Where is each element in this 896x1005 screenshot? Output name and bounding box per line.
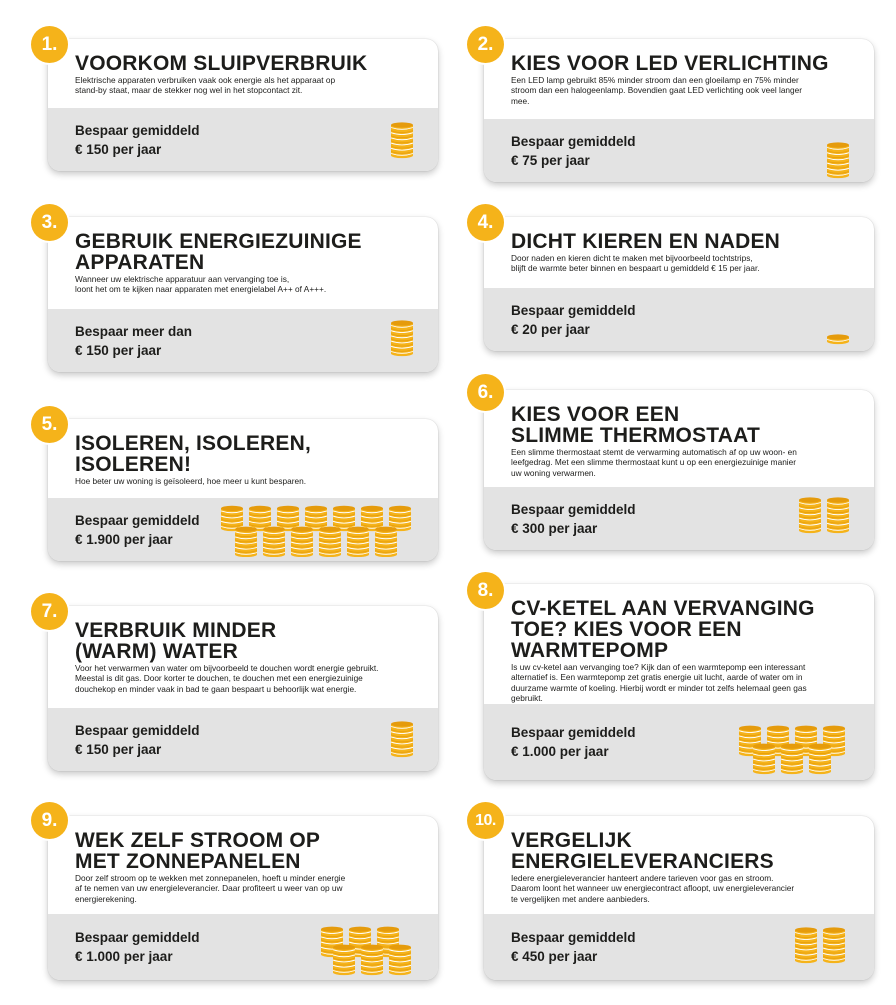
- tip-description: Is uw cv-ketel aan vervanging toe? Kijk dan of een warmtepomp een interessant alternatief is. Een warmtepomp zet gratis energie uit lucht, aarde of water om in duurzame warmte of koeling. Hierbij wordt er minder tot zelfs helemaal geen gas gebruikt.: [511, 662, 807, 704]
- coin-stack-icon: [376, 319, 416, 359]
- tip-description: Wanneer uw elektrische apparatuur aan vervanging toe is, loont het om te kijken naar apparaten met energielabel A++ of A+++.: [75, 274, 327, 295]
- savings-amount: € 150 per jaar: [75, 342, 162, 358]
- tip-card-7: [48, 606, 438, 771]
- savings-label: Bespaar gemiddeld: [511, 302, 636, 318]
- savings-label: Bespaar gemiddeld: [75, 930, 200, 945]
- tip-title: VERBRUIK MINDER (WARM) WATER: [75, 619, 277, 663]
- tip-title: GEBRUIK ENERGIEZUINIGE APPARATEN: [75, 230, 362, 274]
- tip-description: Een LED lamp gebruikt 85% minder stroom dan een gloeilamp en 75% minder stroom dan een halogeenlamp. Bovendien gaat LED verlichting ook veel langer mee.: [511, 75, 803, 106]
- tip-number-badge: 1.: [31, 26, 68, 63]
- tip-card-5: [48, 419, 438, 561]
- savings-band: [484, 704, 874, 780]
- coin-stack-icon: [736, 709, 856, 775]
- tip-card-4: [484, 217, 874, 351]
- tip-card-6: [484, 390, 874, 550]
- tip-number-badge: 10.: [467, 802, 504, 839]
- savings-label: Bespaar gemiddeld: [75, 722, 200, 738]
- tip-title: DICHT KIEREN EN NADEN: [511, 230, 781, 253]
- savings-label: Bespaar gemiddeld: [75, 512, 200, 528]
- savings-label: Bespaar meer dan: [75, 323, 193, 339]
- coin-stack-icon: [218, 502, 418, 557]
- tip-card-2: [484, 39, 874, 182]
- tip-title: KIES VOOR EEN SLIMME THERMOSTAAT: [511, 403, 760, 447]
- tip-number-badge: 7.: [31, 593, 68, 630]
- savings-band: [48, 708, 438, 771]
- tip-card-9: [48, 816, 438, 980]
- savings-amount: € 1.000 per jaar: [75, 949, 173, 964]
- tip-title: KIES VOOR LED VERLICHTING: [511, 52, 829, 75]
- tip-description: Door naden en kieren dicht te maken met bijvoorbeeld tochtstrips, blijft de warmte beter binnen en bespaart u gemiddeld € 15 per jaar.: [511, 253, 760, 274]
- savings-amount: € 150 per jaar: [75, 141, 162, 157]
- savings-amount: € 1.000 per jaar: [511, 744, 609, 759]
- tip-number-badge: 9.: [31, 802, 68, 839]
- savings-band: [48, 914, 438, 980]
- savings-label: Bespaar gemiddeld: [511, 725, 636, 740]
- savings-band: [484, 914, 874, 980]
- savings-label: Bespaar gemiddeld: [511, 133, 636, 149]
- savings-amount: € 1.900 per jaar: [75, 531, 173, 547]
- tip-number-badge: 2.: [467, 26, 504, 63]
- coin-stack-icon: [792, 496, 852, 536]
- savings-band: [484, 487, 874, 550]
- savings-band: [484, 288, 874, 351]
- tip-number-badge: 5.: [31, 406, 68, 443]
- tip-description: Iedere energieleverancier hanteert andere tarieven voor gas en stroom. Daarom loont het wanneer uw energiecontract afloopt, uw energieleverancier te vergelijken met andere aanbieders.: [511, 873, 795, 904]
- tip-description: Voor het verwarmen van water om bijvoorbeeld te douchen wordt energie gebruikt. Meestal is dit gas. Door korter te douchen, te douchen met een energiezuinige douchekop en minder vaak in bad te gaan bespaart u behoorlijk wat energie.: [75, 663, 379, 694]
- tip-title: ISOLEREN, ISOLEREN, ISOLEREN!: [75, 432, 311, 476]
- savings-band: [48, 309, 438, 372]
- tip-description: Elektrische apparaten verbruiken vaak ook energie als het apparaat op stand-by staat, maar de stekker nog wel in het stopcontact zit.: [75, 75, 336, 96]
- tip-title: CV-KETEL AAN VERVANGING TOE? KIES VOOR EEN WARMTEPOMP: [511, 597, 815, 662]
- savings-label: Bespaar gemiddeld: [511, 501, 636, 517]
- savings-amount: € 300 per jaar: [511, 520, 598, 536]
- savings-band: [484, 119, 874, 182]
- coin-stack-icon: [376, 720, 416, 760]
- savings-amount: € 150 per jaar: [75, 741, 162, 757]
- savings-band: [48, 108, 438, 171]
- savings-label: Bespaar gemiddeld: [511, 930, 636, 945]
- tip-card-8: [484, 584, 874, 780]
- savings-amount: € 20 per jaar: [511, 321, 590, 337]
- coin-stack-icon: [788, 922, 848, 966]
- coin-stack-icon: [812, 141, 852, 181]
- savings-label: Bespaar gemiddeld: [75, 122, 200, 138]
- tip-card-10: [484, 816, 874, 980]
- tip-title: VERGELIJK ENERGIELEVERANCIERS: [511, 829, 774, 873]
- tip-number-badge: 8.: [467, 572, 504, 609]
- coin-stack-icon: [812, 311, 852, 351]
- tip-card-3: [48, 217, 438, 372]
- savings-amount: € 75 per jaar: [511, 152, 590, 168]
- tip-description: Hoe beter uw woning is geïsoleerd, hoe meer u kunt besparen.: [75, 476, 307, 486]
- coin-stack-icon: [376, 121, 416, 161]
- tip-description: Door zelf stroom op te wekken met zonnepanelen, hoeft u minder energie af te nemen van uw energieleverancier. Daar profiteert u weer van op uw energierekening.: [75, 873, 346, 904]
- tip-number-badge: 6.: [467, 374, 504, 411]
- tip-title: WEK ZELF STROOM OP MET ZONNEPANELEN: [75, 829, 321, 873]
- tip-description: Een slimme thermostaat stemt de verwarming automatisch af op uw woon- en leefgedrag. Met een slimme thermostaat kunt u op een energiezuinige manier uw woning verwarmen.: [511, 447, 797, 478]
- tip-title: VOORKOM SLUIPVERBRUIK: [75, 52, 368, 75]
- savings-amount: € 450 per jaar: [511, 949, 598, 964]
- tip-number-badge: 3.: [31, 204, 68, 241]
- savings-band: [48, 498, 438, 561]
- tip-number-badge: 4.: [467, 204, 504, 241]
- tip-card-1: [48, 39, 438, 171]
- coin-stack-icon: [312, 916, 412, 976]
